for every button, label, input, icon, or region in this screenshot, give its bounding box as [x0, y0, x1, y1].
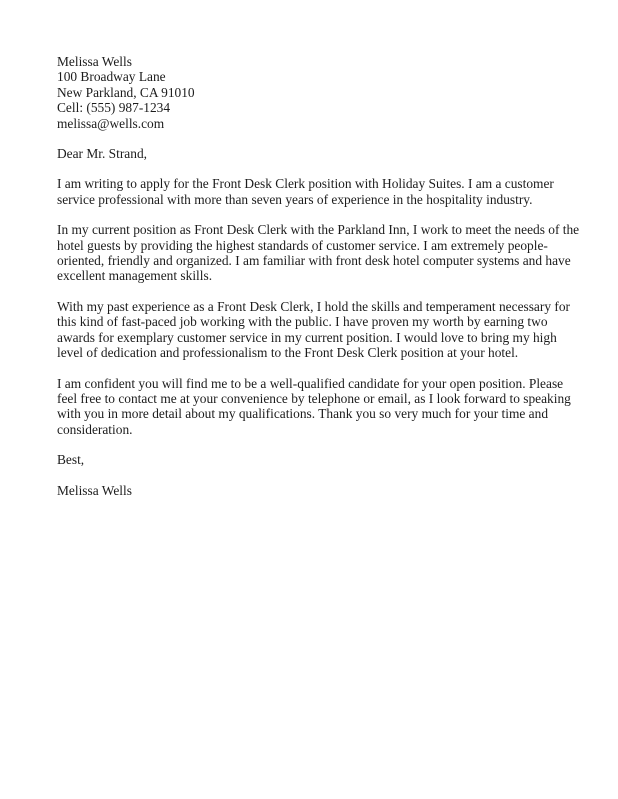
letter-paragraph-1: I am writing to apply for the Front Desk Clerk position with Holiday Suites. I am a customer service professional with more than seven years of experience in the hospitality industry. — [57, 176, 554, 207]
closing: Best, — [57, 452, 85, 468]
sender-block — [57, 54, 581, 131]
salutation: Dear Mr. Strand, — [57, 146, 147, 162]
sender-name: Melissa Wells — [57, 54, 132, 69]
letter-paragraph-2: In my current position as Front Desk Clerk with the Parkland Inn, I work to meet the needs of the hotel guests by providing the highest standards of customer service. I am extremely people-oriented, friendly and organized. I am familiar with front desk hotel computer systems and have excellent management skills. — [57, 222, 580, 284]
signature: Melissa Wells — [57, 482, 132, 498]
letter-content — [57, 54, 581, 498]
letter-paragraph-4: I am confident you will find me to be a well-qualified candidate for your open position. Please feel free to contact me at your convenience by telephone or email, as I look forward to speaking with you in more detail about my qualifications. Thank you so very much for your time and consideration. — [57, 375, 571, 437]
sender-street: 100 Broadway Lane — [57, 69, 166, 85]
sender-phone: Cell: (555) 987-1234 — [57, 100, 171, 116]
sender-email: melissa@wells.com — [57, 115, 165, 131]
sender-city: New Parkland, CA 91010 — [57, 84, 195, 100]
letter-paragraph-3: With my past experience as a Front Desk Clerk, I hold the skills and temperament necessary for this kind of fast-paced job working with the public. I have proven my worth by earning two awards for exemplary customer service in my current position. I would love to bring my high level of dedication and professionalism to the Front Desk Clerk position at your hotel. — [57, 298, 570, 361]
